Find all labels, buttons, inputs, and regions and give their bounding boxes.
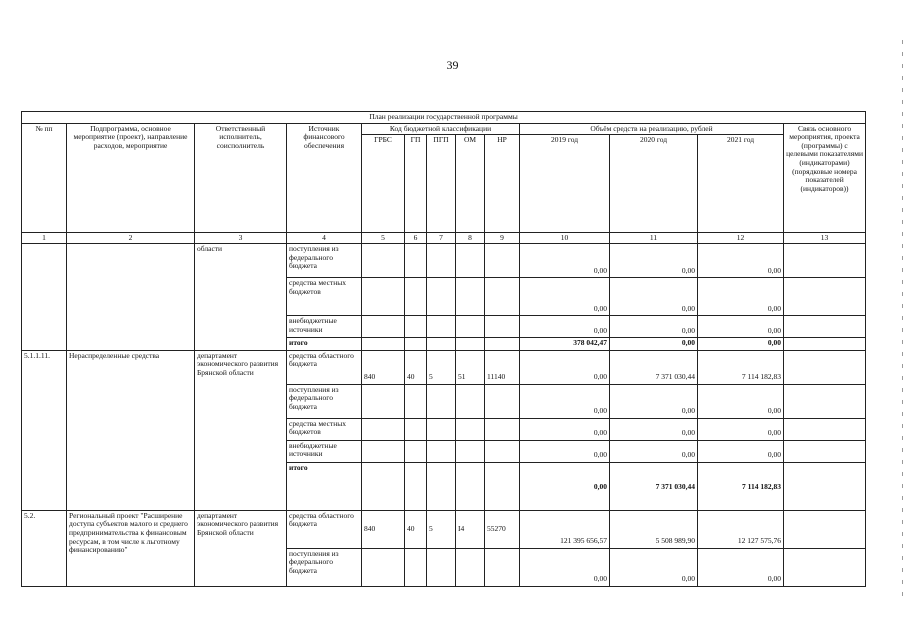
source-cell: внебюджетные источники bbox=[287, 316, 362, 338]
code-grbs: 840 bbox=[362, 350, 405, 384]
value-2020: 0,00 bbox=[610, 418, 698, 440]
value-2019: 0,00 bbox=[520, 278, 610, 316]
header-code-gp: ГП bbox=[405, 135, 427, 233]
code-gp: 40 bbox=[405, 510, 427, 548]
code-nr: 11140 bbox=[485, 350, 520, 384]
col-number: 8 bbox=[456, 233, 485, 244]
header-num: № пп bbox=[22, 123, 67, 233]
value-2019: 0,00 bbox=[520, 244, 610, 278]
header-code-pgp: ПГП bbox=[427, 135, 456, 233]
table-row bbox=[22, 350, 866, 384]
col-number: 2 bbox=[67, 233, 195, 244]
plan-title: План реализации государственной программы bbox=[22, 112, 866, 124]
header-year-2019: 2019 год bbox=[520, 135, 610, 233]
program-plan-table bbox=[21, 111, 866, 587]
row-number: 5.2. bbox=[22, 510, 67, 586]
value-2021: 0,00 bbox=[698, 418, 784, 440]
table-row bbox=[22, 510, 866, 548]
header-program: Подпрограмма, основное мероприятие (проект), направление расходов, мероприятие bbox=[67, 123, 195, 233]
header-link: Связь основного мероприятия, проекта (программы) с целевыми показателями (индикаторами) (порядковые номера показателей (индикаторов)) bbox=[784, 123, 866, 233]
value-2019: 121 395 656,57 bbox=[520, 510, 610, 548]
code-pgp: 5 bbox=[427, 510, 456, 548]
value-2021: 0,00 bbox=[698, 440, 784, 462]
value-2021: 0,00 bbox=[698, 316, 784, 338]
header-year-2020: 2020 год bbox=[610, 135, 698, 233]
value-2020: 7 371 030,44 bbox=[610, 350, 698, 384]
value-2019: 0,00 bbox=[520, 316, 610, 338]
code-grbs: 840 bbox=[362, 510, 405, 548]
value-2020: 0,00 bbox=[610, 384, 698, 418]
col-number: 10 bbox=[520, 233, 610, 244]
executor-cell: департамент экономического развития Брянской области bbox=[195, 350, 287, 510]
header-code-om: ОМ bbox=[456, 135, 485, 233]
col-number: 5 bbox=[362, 233, 405, 244]
value-2020: 0,00 bbox=[610, 244, 698, 278]
code-gp: 40 bbox=[405, 350, 427, 384]
value-2021: 0,00 bbox=[698, 548, 784, 586]
source-cell: поступления из федерального бюджета bbox=[287, 548, 362, 586]
code-pgp: 5 bbox=[427, 350, 456, 384]
executor-cell: области bbox=[195, 244, 287, 351]
source-cell-total: итого bbox=[287, 338, 362, 351]
col-number: 3 bbox=[195, 233, 287, 244]
source-cell: средства местных бюджетов bbox=[287, 418, 362, 440]
row-name: Региональный проект "Расширение доступа субъектов малого и среднего предпринимательства к финансовым ресурсам, в том числе к льготному финансированию" bbox=[67, 510, 195, 586]
col-number: 1 bbox=[22, 233, 67, 244]
value-2020: 7 371 030,44 bbox=[610, 462, 698, 510]
value-2021: 7 114 182,83 bbox=[698, 350, 784, 384]
value-2019: 0,00 bbox=[520, 440, 610, 462]
col-number: 13 bbox=[784, 233, 866, 244]
source-cell: поступления из федерального бюджета bbox=[287, 244, 362, 278]
code-om: I4 bbox=[456, 510, 485, 548]
row-name: Нераспределенные средства bbox=[67, 350, 195, 510]
header-source: Источник финансового обеспечения bbox=[287, 123, 362, 233]
value-2019: 378 042,47 bbox=[520, 338, 610, 351]
value-2021: 0,00 bbox=[698, 338, 784, 351]
row-number: 5.1.1.11. bbox=[22, 350, 67, 510]
col-number: 12 bbox=[698, 233, 784, 244]
value-2019: 0,00 bbox=[520, 462, 610, 510]
value-2020: 0,00 bbox=[610, 316, 698, 338]
col-number: 11 bbox=[610, 233, 698, 244]
header-code-nr: НР bbox=[485, 135, 520, 233]
source-cell: поступления из федерального бюджета bbox=[287, 384, 362, 418]
value-2021: 0,00 bbox=[698, 384, 784, 418]
value-2021: 7 114 182,83 bbox=[698, 462, 784, 510]
value-2019: 0,00 bbox=[520, 350, 610, 384]
source-cell-total: итого bbox=[287, 462, 362, 510]
source-cell: средства областного бюджета bbox=[287, 350, 362, 384]
value-2021: 12 127 575,76 bbox=[698, 510, 784, 548]
col-number: 9 bbox=[485, 233, 520, 244]
value-2020: 0,00 bbox=[610, 440, 698, 462]
code-om: 51 bbox=[456, 350, 485, 384]
col-number: 7 bbox=[427, 233, 456, 244]
value-2021: 0,00 bbox=[698, 244, 784, 278]
header-year-2021: 2021 год bbox=[698, 135, 784, 233]
source-cell: средства местных бюджетов bbox=[287, 278, 362, 316]
value-2021: 0,00 bbox=[698, 278, 784, 316]
value-2020: 0,00 bbox=[610, 278, 698, 316]
col-number: 4 bbox=[287, 233, 362, 244]
column-number-row bbox=[22, 233, 866, 244]
value-2020: 5 508 989,90 bbox=[610, 510, 698, 548]
page-number: 39 bbox=[446, 58, 459, 72]
header-executor: Ответственный исполнитель, соисполнитель bbox=[195, 123, 287, 233]
value-2019: 0,00 bbox=[520, 418, 610, 440]
header-budget-code: Код бюджетной классификации bbox=[362, 123, 520, 135]
header-code-grbs: ГРБС bbox=[362, 135, 405, 233]
executor-cell: департамент экономического развития Брянской области bbox=[195, 510, 287, 586]
header-volume: Объём средств на реализацию, рублей bbox=[520, 123, 784, 135]
value-2020: 0,00 bbox=[610, 548, 698, 586]
value-2019: 0,00 bbox=[520, 548, 610, 586]
value-2020: 0,00 bbox=[610, 338, 698, 351]
source-cell: средства областного бюджета bbox=[287, 510, 362, 548]
source-cell: внебюджетные источники bbox=[287, 440, 362, 462]
col-number: 6 bbox=[405, 233, 427, 244]
code-nr: 55270 bbox=[485, 510, 520, 548]
table-row bbox=[22, 244, 866, 278]
value-2019: 0,00 bbox=[520, 384, 610, 418]
scan-edge-line bbox=[902, 40, 903, 600]
